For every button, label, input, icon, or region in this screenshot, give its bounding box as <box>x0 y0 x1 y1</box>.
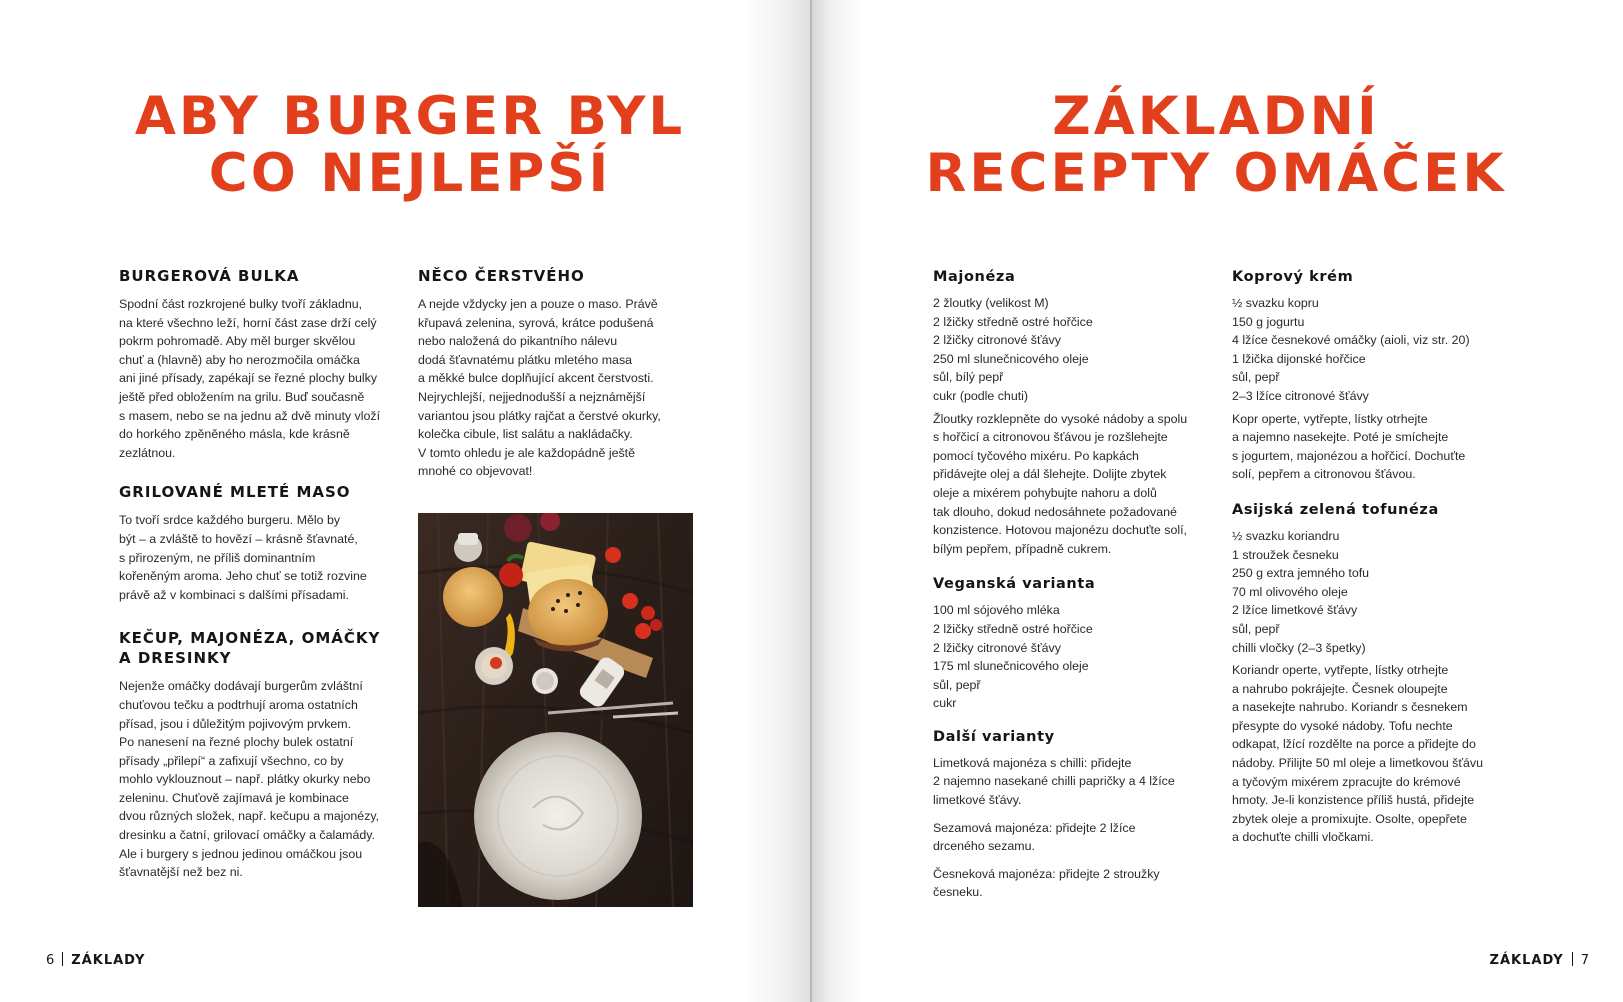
footer-section-right: ZÁKLADY <box>1489 953 1564 968</box>
recipe-ingredients-tofunaise: ½ svazku koriandru 1 stroužek česneku 250 g extra jemného tofu 70 ml olivového oleje 2 lžíce limetkové šťávy sůl, pepř chilli vločky (2–3 špetky) <box>1232 528 1370 655</box>
section-text-sauces: Nejenže omáčky dodávají burgerům zvláštní chuťovou tečku a podtrhují aroma ostatních přísad, jsou i důležitým pojivovým prvkem. Po nanesení na řezné plochy bulek ostatní přísady „přilepí“ a zafixují všechno, co by mohlo vyklouznout – např. plátky okurky nebo zeleninu. Chuťově zajímavá je kombinace dvou různých složek, např. kečupu a majonézy, dresinku a čatní, grilovací omáčky a čalamády. Ale i burgery s jednou jedinou omáčkou jsou šťavnatější než bez ni. <box>119 679 380 880</box>
gutter-shadow <box>741 0 811 1002</box>
recipe-ingredients-mayonnaise: 2 žloutky (velikost M) 2 lžičky středně ostré hořčice 2 lžičky citronové šťávy 250 ml slunečnicového oleje sůl, bílý pepř cukr (podle chuti) <box>933 296 1093 403</box>
page-number-right: 7 <box>1580 953 1589 968</box>
recipe-heading-tofunaise: Asijská zelená tofunéza <box>1232 501 1439 518</box>
recipe-heading-mayonnaise: Majonéza <box>933 269 1016 285</box>
photo-illustration <box>418 513 693 907</box>
book-spine <box>810 0 812 1002</box>
right-page-title: ZÁKLADNÍ RECEPTY OMÁČEK <box>925 86 1507 204</box>
recipe-heading-vegan: Veganská varianta <box>933 576 1096 593</box>
variant-sesame: Sezamová majonéza: přidejte 2 lžíce drceného sezamu. <box>933 820 1136 854</box>
recipe-ingredients-dill-cream: ½ svazku kopru 150 g jogurtu 4 lžíce česnekové omáčky (aioli, viz str. 20) 1 lžička dijonské hořčice sůl, pepř 2–3 lžíce citronové šťávy <box>1232 296 1470 403</box>
left-column-2 <box>418 266 708 481</box>
page-number-left: 6 <box>46 953 55 968</box>
right-column-2 <box>1232 267 1532 847</box>
section-text-fresh: A nejde vždycky jen a pouze o maso. Právě křupavá zelenina, syrová, krátce podušená nebo naložená do pikantního nálevu dodá šťavnatému plátku mletého masa a měkké bulce doplňující akcent čerstvosti. Nejrychlejší, nejjednodušší a nejznámější variantou jsou plátky rajčat a čerstvé okurky, kolečka cibule, list salátu a nakládačky. V tomto ohledu je ale každopádně ještě mnohé co objevovat! <box>418 297 661 479</box>
left-footer <box>46 952 145 968</box>
recipe-heading-variants: Další varianty <box>933 728 1055 745</box>
left-page-title: ABY BURGER BYL CO NEJLEPŠÍ <box>134 86 686 204</box>
variant-garlic: Česneková majonéza: přidejte 2 stroužky česneku. <box>933 866 1160 900</box>
section-text-grilled-meat: To tvoří srdce každého burgeru. Mělo by být – a zvláště to hovězí – krásně šťavnaté, s přirozeným, ne příliš dominantním kořeněným aroma. Jeho chuť se totiž rozvine právě až v kombinaci s dalšími přísadami. <box>119 513 367 602</box>
left-page <box>0 0 811 1002</box>
recipe-heading-dill-cream: Koprový krém <box>1232 269 1354 285</box>
footer-separator <box>62 952 63 966</box>
section-text-burger-bun: Spodní část rozkrojené bulky tvoří základnu, na které všechno leží, horní část zase drží celý pokrm pohromadě. Aby měl burger skvělou chuť a (hlavně) aby ho nerozmočila omáčka ani jiné přísady, zapékají se řezné plochy bulky ještě před obložením na grilu. Buď současně s masem, nebo se na jednu až dvě minuty vloží do horkého zpěněného másla, kde krásně zezlátnou. <box>119 297 381 460</box>
right-page <box>811 0 1623 1002</box>
burger-ingredients-photo <box>418 513 693 907</box>
recipe-method-dill-cream: Kopr operte, vytřepte, lístky otrhejte a najemno nasekejte. Poté je smíchejte s jogurtem, majonézou a hořčicí. Dochuťte solí, pepřem a citronovou šťávou. <box>1232 411 1466 482</box>
section-heading-sauces: KEČUP, MAJONÉZA, OMÁČKY A DRESINKY <box>119 629 381 668</box>
variant-chilli: Limetková majonéza s chilli: přidejte 2 najemno nasekané chilli papričky a 4 lžíce limetkové šťávy. <box>933 755 1175 808</box>
footer-separator <box>1572 952 1573 966</box>
section-heading-fresh: NĚCO ČERSTVÉHO <box>418 267 585 285</box>
section-heading-grilled-meat: GRILOVANÉ MLETÉ MASO <box>119 483 351 502</box>
recipe-method-mayonnaise: Žloutky rozklepněte do vysoké nádoby a spolu s hořčicí a citronovou šťávou je rozšlehejte pomocí tyčového mixéru. Po kapkách přidávejte olej a dál šlehejte. Dolijte zbytek oleje a mixérem pohybujte nahoru a dolů tak dlouho, dokud nedosáhnete požadované konzistence. Hotovou majonézu dochuťte solí, bílým pepřem, případně cukrem. <box>933 411 1188 556</box>
right-column-1 <box>933 267 1223 902</box>
right-footer <box>1490 952 1589 968</box>
left-column-1 <box>119 266 404 882</box>
footer-section-left: ZÁKLADY <box>71 953 146 968</box>
section-heading-burger-bun: BURGEROVÁ BULKA <box>119 267 300 285</box>
recipe-method-tofunaise: Koriandr operte, vytřepte, lístky otrhejte a nahrubo pokrájejte. Česnek oloupejte a nasekejte nahrubo. Koriandr s česnekem přesypte do vysoké nádoby. Tofu nechte odkapat, lžící rozdělte na porce a přidejte do nádoby. Přilijte 50 ml oleje a limetkovou šťávu a tyčovým mixérem zpracujte do krémové hmoty. Je-li konzistence příliš hustá, přidejte zbytek oleje a promixujte. Osolte, opepřete a dochuťte chilli vločkami. <box>1232 663 1483 845</box>
recipe-ingredients-vegan: 100 ml sójového mléka 2 lžičky středně ostré hořčice 2 lžičky citronové šťávy 175 ml slunečnicového oleje sůl, pepř cukr <box>933 603 1093 711</box>
